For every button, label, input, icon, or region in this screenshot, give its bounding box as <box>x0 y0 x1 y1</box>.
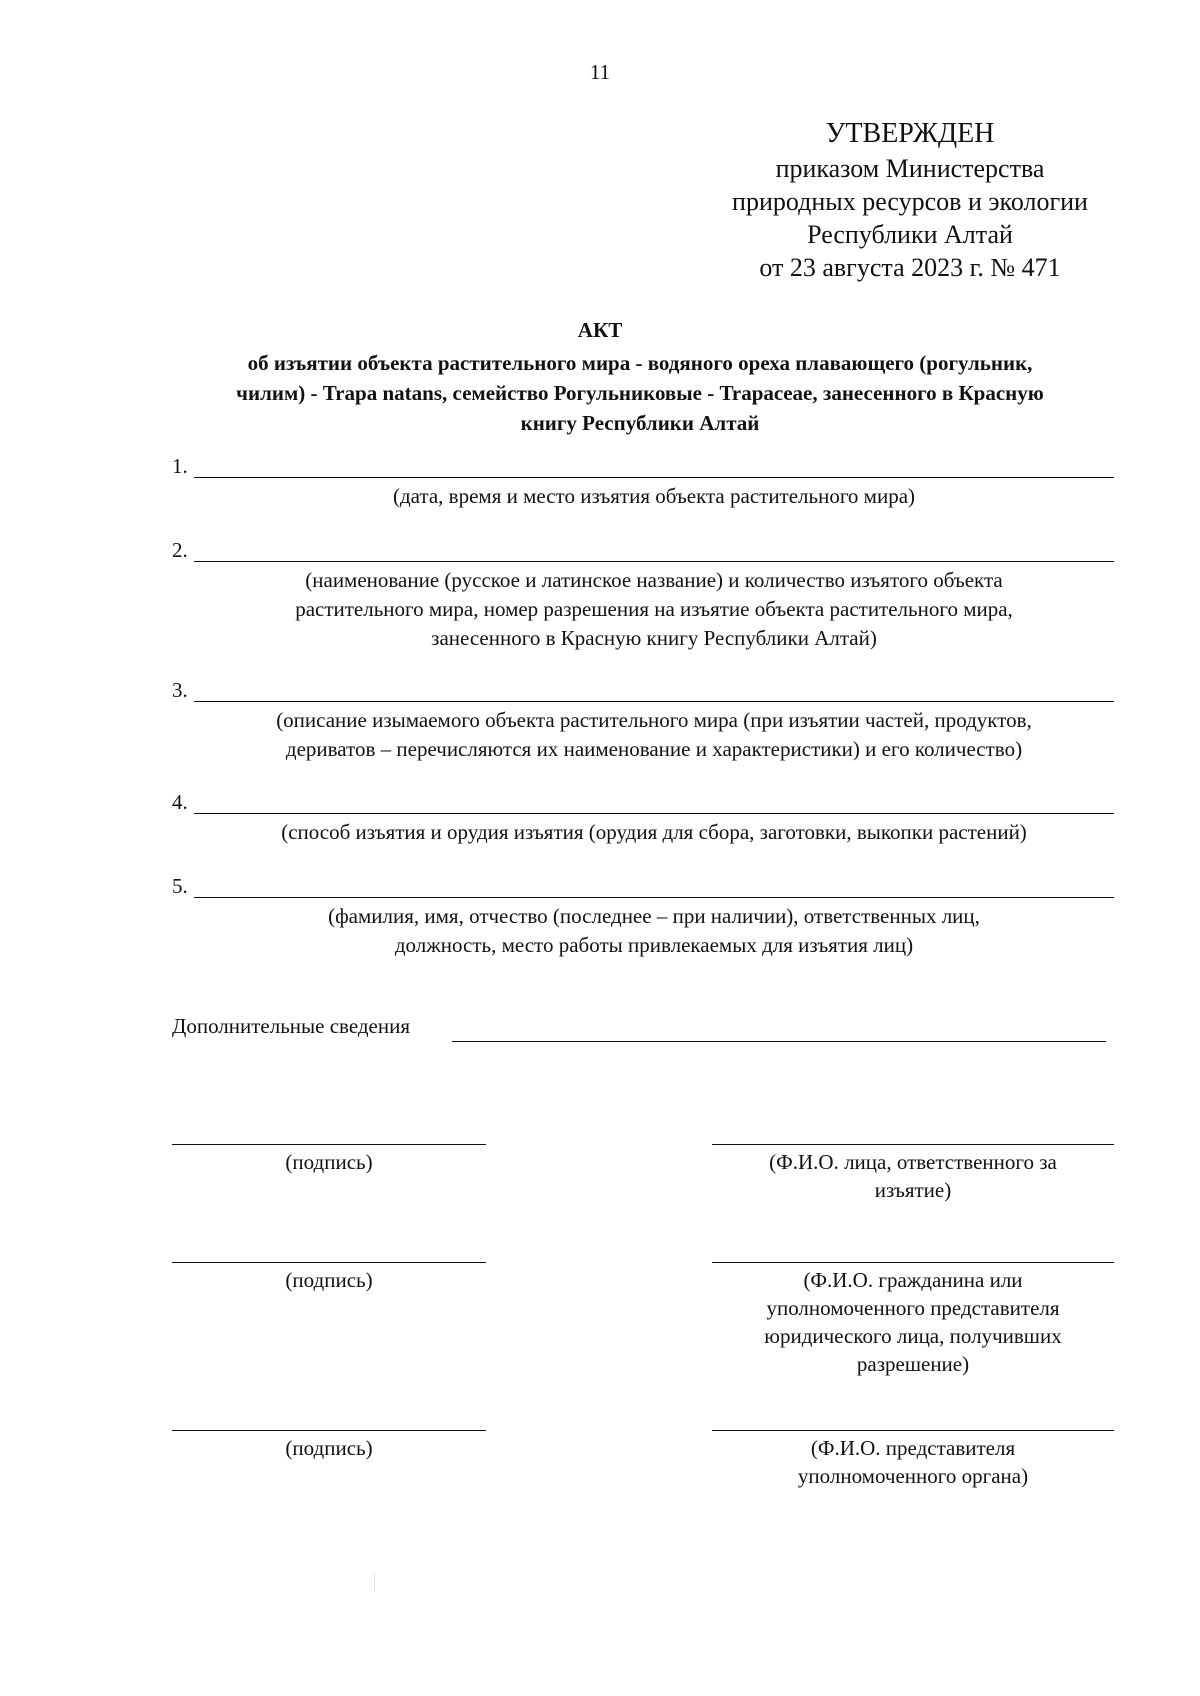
caption-line: дериватов – перечисляются их наименование и характеристики) и его количество) <box>285 737 1023 761</box>
field-4-number: 4. <box>172 790 188 814</box>
additional-info-label: Дополнительные сведения <box>172 1014 411 1038</box>
signature-3-line[interactable] <box>172 1430 486 1431</box>
caption-line: уполномоченного представителя <box>766 1296 1060 1320</box>
caption-line: (дата, время и место изъятия объекта растительного мира) <box>392 484 916 508</box>
caption-line: разрешение) <box>856 1352 970 1376</box>
field-5-number: 5. <box>172 874 188 898</box>
subtitle-line: чилим) - Trapa natans, семейство Рогульниковые - Trapaceae, занесенного в Красную <box>236 381 1044 405</box>
caption-line: (описание изымаемого объекта растительного мира (при изъятии частей, продуктов, <box>276 708 1032 732</box>
name-3-caption <box>712 1434 1114 1490</box>
caption-line: уполномоченного органа) <box>797 1464 1029 1488</box>
subtitle-line: книгу Республики Алтай <box>520 411 760 435</box>
name-2-line[interactable] <box>712 1262 1114 1263</box>
subtitle-line: об изъятии объекта растительного мира - водяного ореха плавающего (рогульник, <box>247 351 1033 375</box>
name-1-caption <box>712 1148 1114 1204</box>
signature-1-line[interactable] <box>172 1144 486 1145</box>
approval-heading: УТВЕРЖДЕН <box>825 118 995 149</box>
signature-2-line[interactable] <box>172 1262 486 1263</box>
name-1-line[interactable] <box>712 1144 1114 1145</box>
approval-line: природных ресурсов и экологии <box>732 187 1088 216</box>
signature-3-caption: (подпись) <box>285 1436 373 1460</box>
scan-artifact <box>374 1574 375 1592</box>
document-subtitle <box>160 348 1120 438</box>
field-1-caption <box>194 482 1114 511</box>
approval-block <box>700 116 1120 284</box>
approval-date-number: от 23 августа 2023 г. № 471 <box>759 253 1061 282</box>
document-title: АКТ <box>577 318 623 342</box>
field-1-number: 1. <box>172 454 188 478</box>
field-2-number: 2. <box>172 538 188 562</box>
approval-line: приказом Министерства <box>775 154 1045 183</box>
caption-line: (Ф.И.О. лица, ответственного за <box>769 1150 1057 1174</box>
caption-line: (способ изъятия и орудия изъятия (орудия для сбора, заготовки, выкопки растений) <box>281 820 1027 844</box>
field-1-input-line[interactable] <box>194 477 1114 478</box>
caption-line: занесенного в Красную книгу Республики Алтай) <box>431 626 877 650</box>
page-number: 11 <box>589 60 611 84</box>
caption-line: юридического лица, получивших <box>764 1324 1062 1348</box>
signature-2-caption: (подпись) <box>285 1268 373 1292</box>
name-3-line[interactable] <box>712 1430 1114 1431</box>
caption-line: (фамилия, имя, отчество (последнее – при наличии), ответственных лиц, <box>328 904 980 928</box>
field-3-caption <box>194 706 1114 764</box>
field-3-number: 3. <box>172 678 188 702</box>
caption-line: (Ф.И.О. гражданина или <box>803 1268 1023 1292</box>
field-5-caption <box>194 902 1114 960</box>
caption-line: (Ф.И.О. представителя <box>810 1436 1016 1460</box>
signature-1-caption: (подпись) <box>285 1150 373 1174</box>
field-2-caption <box>194 566 1114 653</box>
additional-info-input-line[interactable] <box>452 1041 1106 1042</box>
field-4-input-line[interactable] <box>194 813 1114 814</box>
caption-line: (наименование (русское и латинское название) и количество изъятого объекта <box>305 568 1003 592</box>
approval-line: Республики Алтай <box>807 220 1013 249</box>
caption-line: растительного мира, номер разрешения на изъятие объекта растительного мира, <box>295 597 1013 621</box>
caption-line: должность, место работы привлекаемых для изъятия лиц) <box>394 933 914 957</box>
name-2-caption <box>712 1266 1114 1378</box>
field-2-input-line[interactable] <box>194 561 1114 562</box>
caption-line: изъятие) <box>874 1178 952 1202</box>
field-5-input-line[interactable] <box>194 897 1114 898</box>
field-4-caption <box>194 818 1114 847</box>
field-3-input-line[interactable] <box>194 701 1114 702</box>
